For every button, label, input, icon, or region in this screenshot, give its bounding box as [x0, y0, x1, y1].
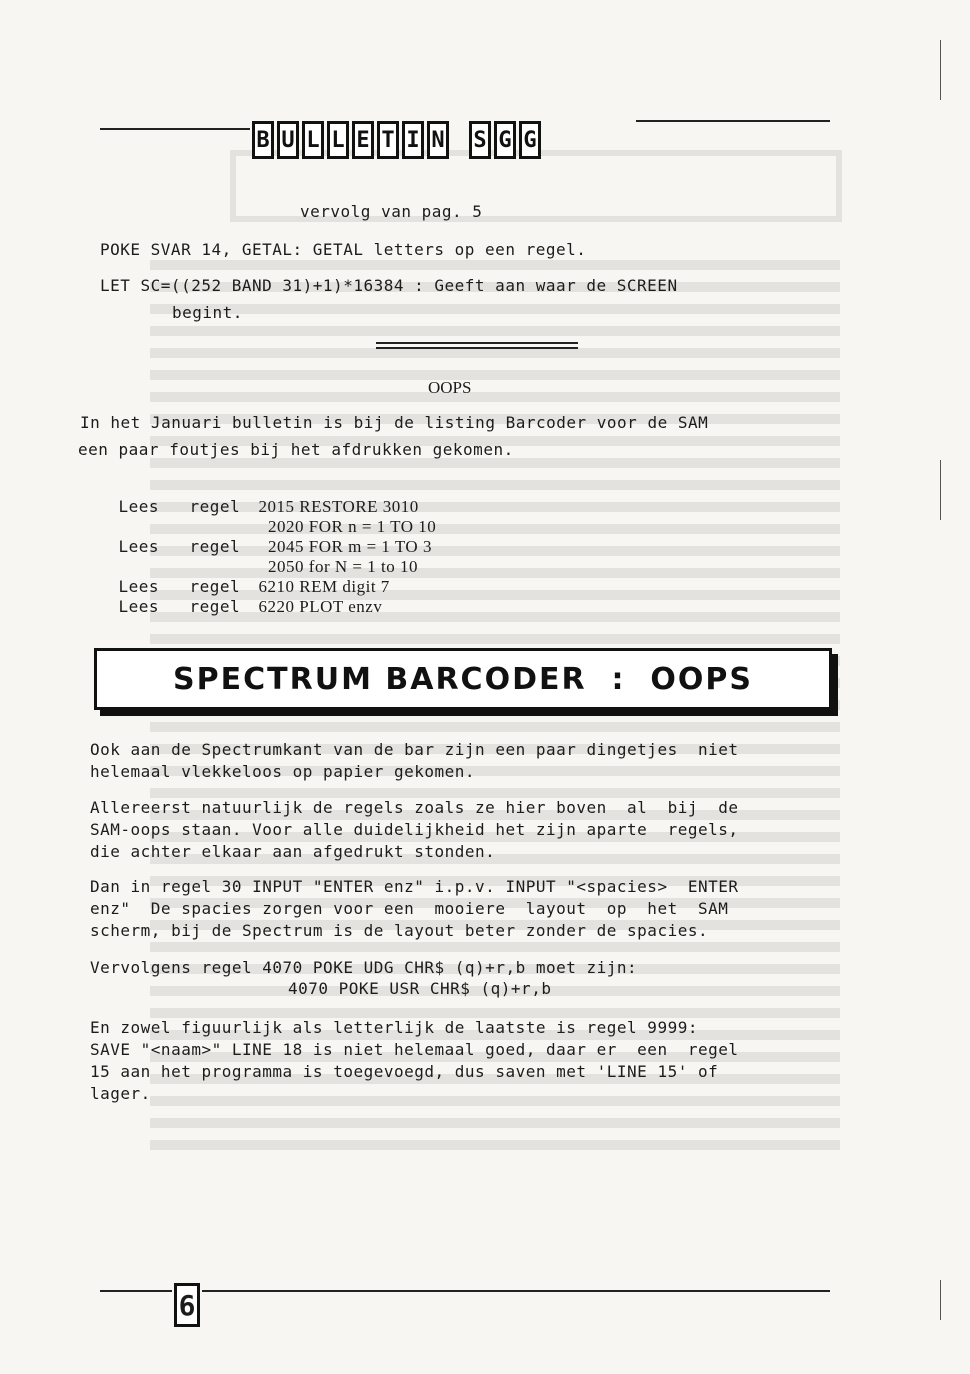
- listing-code: 2050 for N = 1 to 10: [258, 557, 418, 576]
- body-p5-line-2: SAVE "<naam>" LINE 18 is niet helemaal goed, daar er een regel: [90, 1040, 739, 1059]
- let-sc-line: LET SC=((252 BAND 31)+1)*16384 : Geeft aan waar de SCREEN: [100, 276, 678, 295]
- page-number: [174, 1283, 200, 1327]
- let-sc-line-cont: begint.: [172, 303, 243, 322]
- listing-label: Lees regel: [118, 597, 241, 616]
- body-p5-line-4: lager.: [90, 1084, 151, 1103]
- body-p1-line-1: Ook aan de Spectrumkant van de bar zijn een paar dingetjes niet: [90, 740, 739, 759]
- spectrum-barcoder-banner: [94, 648, 832, 710]
- banner-title: SPECTRUM BARCODER : OOPS: [173, 661, 753, 697]
- body-p4-line-1: Vervolgens regel 4070 POKE UDG CHR$ (q)+r,b moet zijn:: [90, 958, 638, 977]
- listing-label: Lees regel: [118, 537, 241, 556]
- banner-letter: B: [252, 121, 274, 159]
- listing-code: 2020 FOR n = 1 TO 10: [258, 517, 437, 536]
- banner-letter: U: [277, 121, 299, 159]
- page-number-text: 6: [178, 1288, 196, 1322]
- footer-rule-right: [202, 1290, 830, 1292]
- listing-code: 6210 REM digit 7: [258, 577, 390, 596]
- listing-code: 6220 PLOT enzv: [258, 597, 383, 616]
- body-p2-line-3: die achter elkaar aan afgedrukt stonden.: [90, 842, 496, 861]
- continued-note: vervolg van pag. 5: [300, 202, 483, 221]
- body-p2-line-1: Allereerst natuurlijk de regels zoals ze hier boven al bij de: [90, 798, 739, 817]
- listing-label: Lees regel: [118, 577, 241, 596]
- body-p5-line-1: En zowel figuurlijk als letterlijk de laatste is regel 9999:: [90, 1018, 698, 1037]
- margin-mark: [940, 460, 941, 520]
- oops-paragraph-line-2: een paar foutjes bij het afdrukken gekomen.: [78, 440, 514, 459]
- separator-rule: [376, 342, 578, 344]
- oops-paragraph-line-1: In het Januari bulletin is bij de listing Barcoder voor de SAM: [80, 413, 709, 432]
- listing-code: 2015 RESTORE 3010: [258, 497, 419, 516]
- banner-letter: G: [519, 121, 541, 159]
- bulletin-banner: [252, 118, 541, 162]
- body-p3-line-3: scherm, bij de Spectrum is de layout beter zonder de spacies.: [90, 921, 709, 940]
- banner-letter: I: [402, 121, 424, 159]
- banner-letter: N: [427, 121, 449, 159]
- banner-letter: G: [494, 121, 516, 159]
- banner-letter: S: [469, 121, 491, 159]
- body-p3-line-2: enz" De spacies zorgen voor een mooiere layout op het SAM: [90, 899, 729, 918]
- footer-rule: [100, 1290, 172, 1292]
- body-p4-line-2: 4070 POKE USR CHR$ (q)+r,b: [288, 979, 552, 998]
- banner-letter: L: [327, 121, 349, 159]
- margin-mark: [940, 40, 941, 100]
- body-p1-line-2: helemaal vlekkeloos op papier gekomen.: [90, 762, 476, 781]
- oops-heading: OOPS: [428, 378, 472, 397]
- margin-mark: [940, 1280, 941, 1320]
- banner-letter: L: [302, 121, 324, 159]
- header-rule-right: [636, 120, 830, 122]
- banner-letter: T: [377, 121, 399, 159]
- listing-label: Lees regel: [118, 497, 241, 516]
- banner-letter: E: [352, 121, 374, 159]
- body-p3-line-1: Dan in regel 30 INPUT "ENTER enz" i.p.v. INPUT "<spacies> ENTER: [90, 877, 739, 896]
- listing-corrections: [78, 478, 437, 616]
- listing-code: 2045 FOR m = 1 TO 3: [258, 537, 432, 556]
- separator-rule-2: [376, 347, 578, 349]
- body-p5-line-3: 15 aan het programma is toegevoegd, dus saven met 'LINE 15' of: [90, 1062, 719, 1081]
- body-p2-line-2: SAM-oops staan. Voor alle duidelijkheid het zijn aparte regels,: [90, 820, 739, 839]
- banner-gap: [452, 121, 466, 159]
- poke-svar-line: POKE SVAR 14, GETAL: GETAL letters op een regel.: [100, 240, 587, 259]
- header-rule-left: [100, 128, 250, 130]
